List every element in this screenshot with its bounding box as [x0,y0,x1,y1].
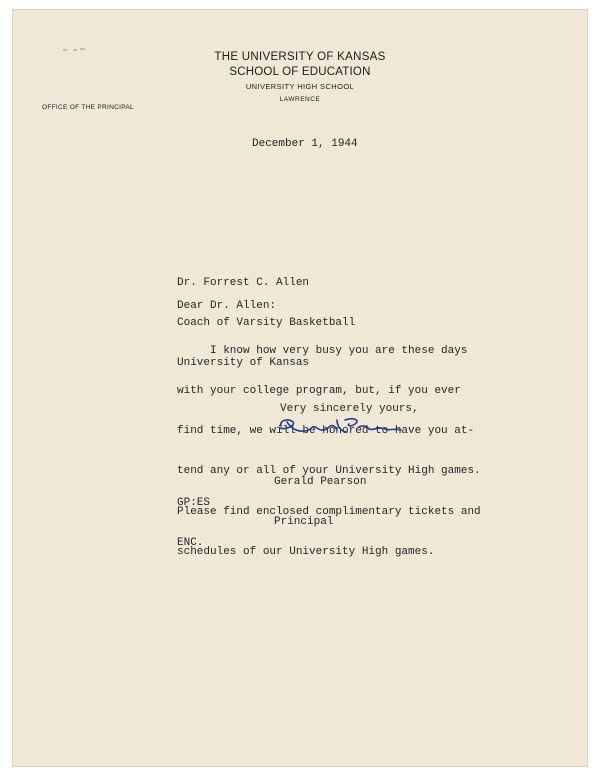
enclosure-notation: ENC. [177,537,204,550]
reference-initials: GP:ES [177,496,211,509]
recipient-institution: University of Kansas [177,357,310,370]
salutation: Dear Dr. Allen: [177,300,277,312]
office-label: OFFICE OF THE PRINCIPAL [42,104,134,111]
recipient-title: Coach of Varsity Basketball [177,317,356,330]
handwritten-signature [275,414,405,442]
body-line: find time, we will be honored to have you at- [177,425,475,438]
letter-date: December 1, 1944 [252,138,358,150]
complimentary-close: Very sincerely yours, [280,403,419,415]
letter-page [13,10,587,766]
letterhead-school: SCHOOL OF EDUCATION [229,66,371,78]
signature-block [274,449,366,556]
body-line: I know how very busy you are these days [177,344,468,357]
signer-name: Gerald Pearson [274,475,367,488]
body-line: schedules of our University High games. [177,545,435,558]
body-line: with your college program, but, if you ever [177,385,461,398]
body-line: Please find enclosed complimentary tickets and [177,505,481,518]
letterhead-university: THE UNIVERSITY OF KANSAS [214,51,386,63]
reference-block [177,470,210,577]
recipient-name: Dr. Forrest C. Allen [177,276,310,289]
letterhead-high-school: UNIVERSITY HIGH SCHOOL [245,82,355,91]
letterhead-city: LAWRENCE [279,96,321,103]
body-line: tend any or all of your University High games. [177,465,481,478]
signer-title: Principal [274,516,334,529]
